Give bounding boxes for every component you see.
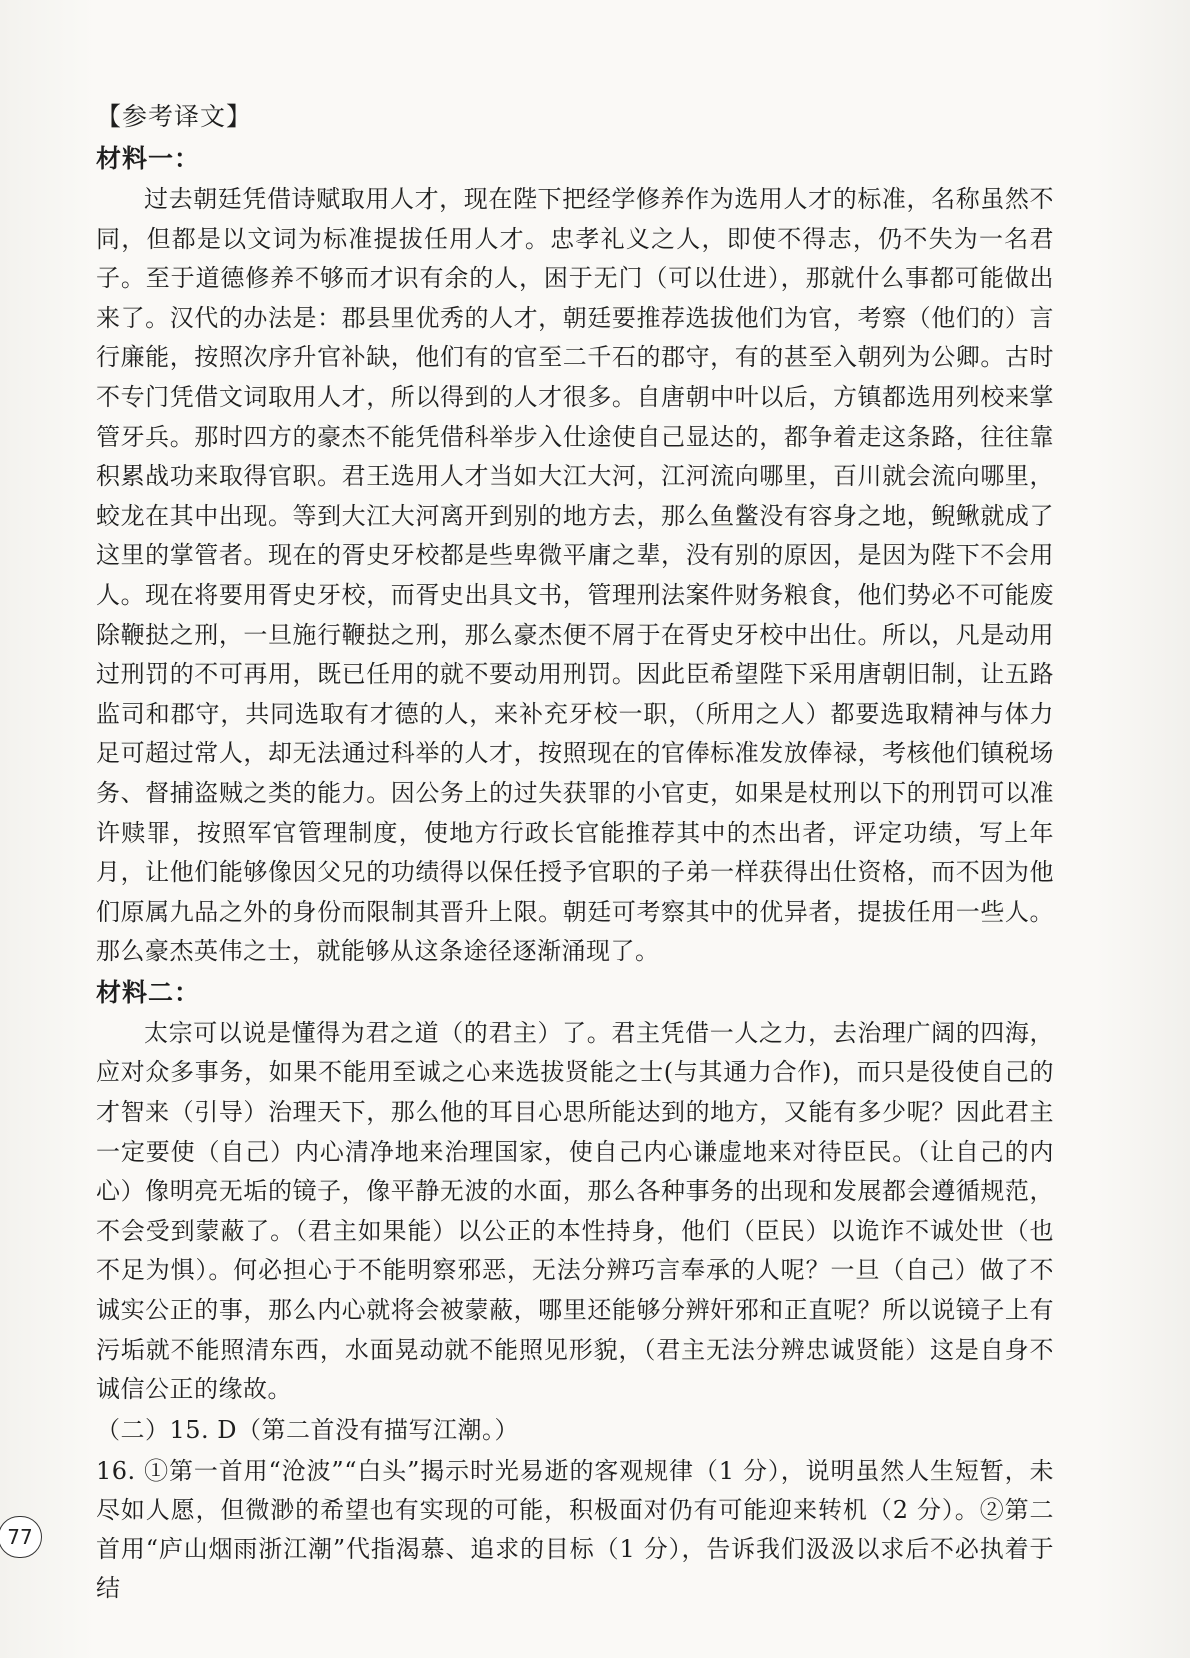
material-2-heading: 材料二： (96, 977, 201, 1007)
question-15-answer: （二）15. D（第二首没有描写江潮。） (96, 1415, 520, 1444)
page-number-badge: 77 (0, 1516, 42, 1558)
material-2-text: 太宗可以说是懂得为君之道（的君主）了。君主凭借一人之力，去治理广阔的四海，应对众多事务，如果不能用至诚之心来选拔贤能之士(与其通力合作)，而只是役使自己的才智来（引导）治理天下，那么他的耳目心思所能达到的地方，又能有多少呢？因此君主一定要使（自己）内心清净地来治理国家，使自己内心谦虚地来对待臣民。（让自己的内心）像明亮无垢的镜子，像平静无波的水面，那么各种事务的出现和发展都会遵循规范，不会受到蒙蔽了。（君主如果能）以公正的本性持身，他们（臣民）以诡诈不诚处世（也不足为惧）。何必担心于不能明察邪恶，无法分辨巧言奉承的人呢？一旦（自己）做了不诚实公正的事，那么内心就将会被蒙蔽，哪里还能够分辨奸邪和正直呢？所以说镜子上有污垢就不能照清东西，水面晃动就不能照见形貌，（君主无法分辨忠诚贤能）这是自身不诚信公正的缘故。 (96, 1018, 1054, 1404)
material-1-text: 过去朝廷凭借诗赋取用人才，现在陛下把经学修养作为选用人才的标准，名称虽然不同，但都是以文词为标准提拔任用人才。忠孝礼义之人，即使不得志，仍不失为一名君子。至于道德修养不够而才识有余的人，困于无门（可以仕进），那就什么事都可能做出来了。汉代的办法是：郡县里优秀的人才，朝廷要推荐选拔他们为官，考察（他们的）言行廉能，按照次序升官补缺，他们有的官至二千石的郡守，有的甚至入朝列为公卿。古时不专门凭借文词取用人才，所以得到的人才很多。自唐朝中叶以后，方镇都选用列校来掌管牙兵。那时四方的豪杰不能凭借科举步入仕途使自己显达的，都争着走这条路，往往靠积累战功来取得官职。君王选用人才当如大江大河，江河流向哪里，百川就会流向哪里，蛟龙在其中出现。等到大江大河离开到别的地方去，那么鱼鳖没有容身之地，鲵鳅就成了这里的掌管者。现在的胥史牙校都是些卑微平庸之辈，没有别的原因，是因为陛下不会用人。现在将要用胥史牙校，而胥史出具文书，管理刑法案件财务粮食，他们势必不可能废除鞭挞之刑，一旦施行鞭挞之刑，那么豪杰便不屑于在胥史牙校中出仕。所以，凡是动用过刑罚的不可再用，既已任用的就不要动用刑罚。因此臣希望陛下采用唐朝旧制，让五路监司和郡守，共同选取有才德的人，来补充牙校一职，（所用之人）都要选取精神与体力足可超过常人，却无法通过科举的人才，按照现在的官俸标准发放俸禄，考核他们镇税场务、督捕盗贼之类的能力。因公务上的过失获罪的小官吏，如果是杖刑以下的刑罚可以准许赎罪，按照军官管理制度，使地方行政长官能推荐其中的杰出者，评定功绩，写上年月，让他们能够像因父兄的功绩得以保任授予官职的子弟一样获得出仕资格，而不因为他们原属九品之外的身份而限制其晋升上限。朝廷可考察其中的优异者，提拔任用一些人。那么豪杰英伟之士，就能够从这条途径逐渐涌现了。 (96, 185, 1054, 966)
section-title: 【参考译文】 (96, 102, 253, 131)
document-body (96, 96, 1054, 1608)
material-1-heading: 材料一： (96, 144, 201, 173)
question-16-answer: 16. ①第一首用“沧波”“白头”揭示时光易逝的客观规律（1 分），说明虽然人生短暂，未尽如人愿，但微渺的希望也有实现的可能，积极面对仍有可能迎来转机（2 分）。②第二首用“庐山烟雨浙江潮”代指渴慕、追求的目标（1 分），告诉我们汲汲以求后不必执着于结 (96, 1456, 1054, 1602)
